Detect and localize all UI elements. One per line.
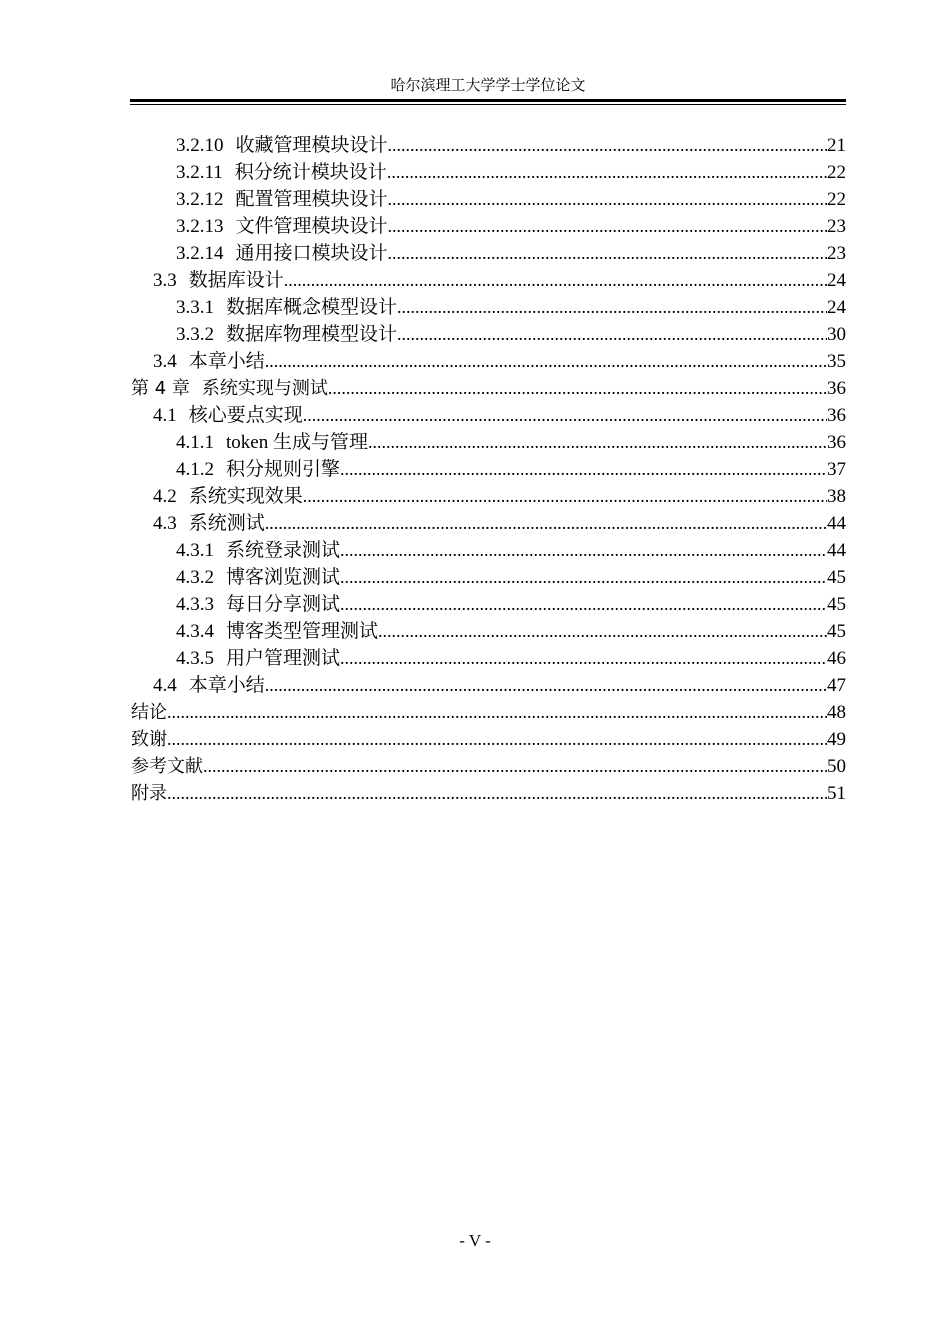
toc-dot-leader bbox=[328, 375, 827, 402]
toc-dot-leader bbox=[340, 645, 827, 672]
toc-dot-leader bbox=[167, 726, 827, 753]
toc-entry[interactable] bbox=[131, 132, 846, 159]
toc-entry[interactable] bbox=[131, 483, 846, 510]
toc-entry-page: 23 bbox=[827, 216, 846, 237]
toc-entry-page: 49 bbox=[827, 729, 846, 750]
toc-entry-number: 4.1 bbox=[153, 405, 177, 426]
toc-entry[interactable] bbox=[131, 753, 846, 780]
toc-entry-page: 30 bbox=[827, 324, 846, 345]
toc-entry-number: 4.3.1 bbox=[176, 540, 214, 561]
toc-entry-number: 3.2.12 bbox=[176, 189, 224, 210]
toc-entry-number: 4.1.2 bbox=[176, 459, 214, 480]
toc-entry-title: 致谢 bbox=[131, 729, 167, 750]
toc-entry-page: 44 bbox=[827, 513, 846, 534]
toc-dot-leader bbox=[388, 213, 827, 240]
toc-entry-page: 45 bbox=[827, 621, 846, 642]
toc-entry-number: 4.3.2 bbox=[176, 567, 214, 588]
toc-entry-title: 用户管理测试 bbox=[226, 648, 341, 669]
toc-dot-leader bbox=[340, 537, 827, 564]
toc-entry-number: 3.2.10 bbox=[176, 135, 224, 156]
toc-dot-leader bbox=[203, 753, 827, 780]
toc-entry-page: 37 bbox=[827, 459, 846, 480]
page-number: - V - bbox=[459, 1231, 491, 1250]
toc-entry-number: 3.2.13 bbox=[176, 216, 224, 237]
toc-dot-leader bbox=[303, 483, 827, 510]
toc-entry-number: 4.3.5 bbox=[176, 648, 214, 669]
toc-entry-page: 36 bbox=[827, 405, 846, 426]
running-header: 哈尔滨理工大学学士学位论文 bbox=[390, 78, 586, 94]
toc-entry-title: 本章小结 bbox=[188, 351, 265, 372]
toc-entry-title: 系统实现与测试 bbox=[201, 378, 328, 399]
toc-entry-page: 48 bbox=[827, 702, 846, 723]
toc-entry[interactable] bbox=[131, 618, 846, 645]
toc-entry-title: token 生成与管理 bbox=[226, 432, 368, 453]
toc-entry-title: 博客浏览测试 bbox=[226, 567, 341, 588]
toc-dot-leader bbox=[387, 159, 827, 186]
toc-entry[interactable] bbox=[131, 213, 846, 240]
toc-entry-title: 系统登录测试 bbox=[226, 540, 341, 561]
toc-entry-title: 文件管理模块设计 bbox=[235, 216, 388, 237]
toc-entry-page: 51 bbox=[827, 783, 846, 804]
toc-entry-title: 附录 bbox=[131, 783, 167, 804]
toc-entry-title: 收藏管理模块设计 bbox=[235, 135, 388, 156]
toc-entry[interactable] bbox=[131, 267, 846, 294]
toc-entry-page: 22 bbox=[827, 189, 846, 210]
toc-entry-page: 45 bbox=[827, 567, 846, 588]
toc-entry-page: 38 bbox=[827, 486, 846, 507]
toc-dot-leader bbox=[167, 780, 827, 807]
toc-entry[interactable] bbox=[131, 591, 846, 618]
toc-entry-title: 积分统计模块设计 bbox=[234, 162, 387, 183]
toc-entry-page: 36 bbox=[827, 378, 846, 399]
toc-entry-number: 3.3 bbox=[153, 270, 177, 291]
toc-entry[interactable] bbox=[131, 294, 846, 321]
toc-entry-page: 45 bbox=[827, 594, 846, 615]
toc-entry-page: 36 bbox=[827, 432, 846, 453]
toc-entry-page: 47 bbox=[827, 675, 846, 696]
toc-entry-number: 3.3.1 bbox=[176, 297, 214, 318]
toc-entry[interactable] bbox=[131, 456, 846, 483]
toc-entry[interactable] bbox=[131, 375, 846, 402]
toc-entry-title: 配置管理模块设计 bbox=[235, 189, 388, 210]
toc-entry-title: 每日分享测试 bbox=[226, 594, 341, 615]
toc-entry-page: 22 bbox=[827, 162, 846, 183]
toc-entry[interactable] bbox=[131, 780, 846, 807]
toc-entry-number: 3.4 bbox=[153, 351, 177, 372]
toc-entry-title: 数据库设计 bbox=[188, 270, 284, 291]
toc-entry[interactable] bbox=[131, 348, 846, 375]
toc-entry-number: 4.3.4 bbox=[176, 621, 214, 642]
toc-entry-title: 积分规则引擎 bbox=[226, 459, 341, 480]
toc-entry-title: 数据库物理模型设计 bbox=[226, 324, 398, 345]
toc-entry-title: 结论 bbox=[131, 702, 167, 723]
toc-dot-leader bbox=[167, 699, 827, 726]
toc-entry-title: 通用接口模块设计 bbox=[235, 243, 388, 264]
toc-entry-title: 参考文献 bbox=[131, 756, 203, 777]
toc-entry-number: 4.2 bbox=[153, 486, 177, 507]
toc-entry[interactable] bbox=[131, 321, 846, 348]
toc-dot-leader bbox=[340, 564, 827, 591]
toc-entry[interactable] bbox=[131, 726, 846, 753]
toc-dot-leader bbox=[397, 321, 827, 348]
toc-entry[interactable] bbox=[131, 429, 846, 456]
toc-entry-number: 4.3 bbox=[153, 513, 177, 534]
toc-entry-page: 24 bbox=[827, 297, 846, 318]
toc-entry[interactable] bbox=[131, 672, 846, 699]
toc-entry-title: 系统实现效果 bbox=[188, 486, 303, 507]
toc-entry[interactable] bbox=[131, 510, 846, 537]
toc-entry-number: 3.2.11 bbox=[176, 162, 223, 183]
toc-entry-number: 第 4 章 bbox=[131, 378, 190, 399]
toc-dot-leader bbox=[397, 294, 827, 321]
toc-entry-number: 3.3.2 bbox=[176, 324, 214, 345]
toc-entry-title: 博客类型管理测试 bbox=[226, 621, 379, 642]
header-rule-thin bbox=[130, 104, 846, 105]
table-of-contents bbox=[131, 132, 846, 807]
toc-entry-number: 3.2.14 bbox=[176, 243, 224, 264]
toc-dot-leader bbox=[265, 672, 827, 699]
toc-dot-leader bbox=[265, 348, 827, 375]
toc-entry[interactable] bbox=[131, 186, 846, 213]
toc-dot-leader bbox=[388, 240, 827, 267]
toc-entry-page: 44 bbox=[827, 540, 846, 561]
toc-dot-leader bbox=[303, 402, 827, 429]
toc-entry-number: 4.3.3 bbox=[176, 594, 214, 615]
toc-entry[interactable] bbox=[131, 564, 846, 591]
toc-entry-page: 50 bbox=[827, 756, 846, 777]
toc-dot-leader bbox=[378, 618, 827, 645]
toc-dot-leader bbox=[388, 132, 827, 159]
toc-entry-page: 24 bbox=[827, 270, 846, 291]
toc-entry-page: 35 bbox=[827, 351, 846, 372]
toc-entry[interactable] bbox=[131, 699, 846, 726]
header-rule-thick bbox=[130, 99, 846, 102]
toc-entry[interactable] bbox=[131, 240, 846, 267]
toc-entry-title: 数据库概念模型设计 bbox=[226, 297, 398, 318]
toc-dot-leader bbox=[388, 186, 827, 213]
toc-entry-number: 4.1.1 bbox=[176, 432, 214, 453]
toc-dot-leader bbox=[284, 267, 827, 294]
toc-dot-leader bbox=[265, 510, 827, 537]
toc-dot-leader bbox=[340, 591, 827, 618]
toc-entry-title: 本章小结 bbox=[188, 675, 265, 696]
toc-entry[interactable] bbox=[131, 402, 846, 429]
toc-entry-title: 核心要点实现 bbox=[188, 405, 303, 426]
toc-dot-leader bbox=[368, 429, 827, 456]
toc-entry-page: 23 bbox=[827, 243, 846, 264]
toc-entry-number: 4.4 bbox=[153, 675, 177, 696]
toc-entry-page: 46 bbox=[827, 648, 846, 669]
toc-entry[interactable] bbox=[131, 645, 846, 672]
toc-dot-leader bbox=[340, 456, 827, 483]
toc-entry-page: 21 bbox=[827, 135, 846, 156]
toc-entry-title: 系统测试 bbox=[188, 513, 265, 534]
toc-entry[interactable] bbox=[131, 159, 846, 186]
toc-entry[interactable] bbox=[131, 537, 846, 564]
